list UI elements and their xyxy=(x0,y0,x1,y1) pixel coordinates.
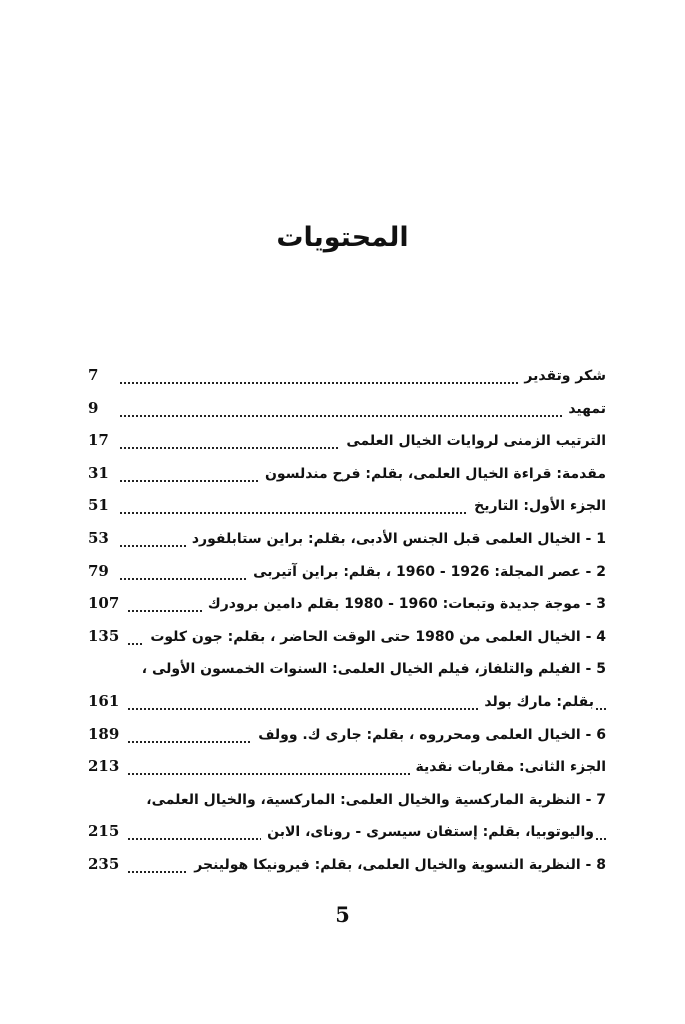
toc-entry xyxy=(84,590,606,623)
toc-entry-page: 51 xyxy=(88,496,117,514)
toc-entry-page: 31 xyxy=(88,464,117,482)
page-title: المحتويات xyxy=(276,222,409,253)
toc-entry-label: 5 - الفيلم والتلفاز، فيلم الخيال العلمى: السنوات الخمسون الأولى ، xyxy=(136,661,606,677)
toc-entry-label: تمهيد xyxy=(562,401,606,417)
toc-entry xyxy=(84,362,606,395)
toc-entry xyxy=(84,753,606,786)
toc-entry-label: الجزء الثانى: مقاربات نقدية xyxy=(410,759,607,775)
toc-entry xyxy=(84,721,606,754)
toc-entry-page: 135 xyxy=(88,627,127,645)
toc-entry-page: 107 xyxy=(88,594,127,612)
toc-entry-label: 1 - الخيال العلمى قبل الجنس الأدبى، بقلم: براين ستابلفورد xyxy=(186,531,606,547)
toc-entry-label: 7 - النظرية الماركسية والخيال العلمى: الماركسية، والخيال العلمى، xyxy=(140,792,606,808)
toc-entry-page: 79 xyxy=(88,562,117,580)
toc-entry-label: 8 - النظرية النسوية والخيال العلمى، بقلم: فيرونيكا هولينجر xyxy=(188,857,606,873)
toc-entry-page: 7 xyxy=(88,366,106,384)
toc-entry-label: 6 - الخيال العلمى ومحرروه ، بقلم: جارى ك. وولف xyxy=(252,727,606,743)
toc-entry-page: 215 xyxy=(88,822,127,840)
toc-entry xyxy=(84,623,606,656)
toc-entry-label: 3 - موجة جديدة وتبعات: 1960 - 1980 بقلم دامين برودرك xyxy=(202,596,606,612)
toc-entry xyxy=(84,492,606,525)
page-number: 5 xyxy=(335,902,350,927)
toc-entry xyxy=(84,395,606,428)
toc-entry xyxy=(84,558,606,591)
toc-entry-label: الجزء الأول: التاريخ xyxy=(468,498,606,514)
toc-entry-page: 17 xyxy=(88,431,117,449)
toc-entry xyxy=(84,786,606,819)
toc-entry-label: شكر وتقدير xyxy=(518,368,606,384)
toc-entry-page: 9 xyxy=(88,399,106,417)
toc-entry xyxy=(84,655,606,688)
toc-entry-label: الترتيب الزمنى لروايات الخيال العلمى xyxy=(340,433,606,449)
dot-leader xyxy=(120,415,606,417)
toc-entry-label: 2 - عصر المجلة: 1926 - 1960 ، بقلم: براين آتيربى xyxy=(247,564,606,580)
toc-entry-label: بقلم: مارك بولد xyxy=(478,694,594,710)
toc-entry-label: 4 - الخيال العلمى من 1980 حتى الوقت الحاضر ، بقلم: جون كلوت xyxy=(144,629,606,645)
toc-entry-page: 235 xyxy=(88,855,127,873)
toc-entry-page: 53 xyxy=(88,529,117,547)
toc-entry-page: 189 xyxy=(88,725,127,743)
toc-entry-page: 161 xyxy=(88,692,127,710)
toc-entry-label: واليوتوبيا، بقلم: إستفان سيسرى - روناى، الابن xyxy=(261,824,594,840)
toc-entry-page: 213 xyxy=(88,757,127,775)
toc-entry xyxy=(84,460,606,493)
toc-entry-label: مقدمة: قراءة الخيال العلمى، بقلم: فرح مندلسون xyxy=(259,466,606,482)
toc-entry xyxy=(84,525,606,558)
toc-entry xyxy=(84,427,606,460)
toc-entry xyxy=(84,688,606,721)
toc-entry xyxy=(84,851,606,884)
toc-entry xyxy=(84,818,606,851)
table-of-contents xyxy=(84,362,606,884)
